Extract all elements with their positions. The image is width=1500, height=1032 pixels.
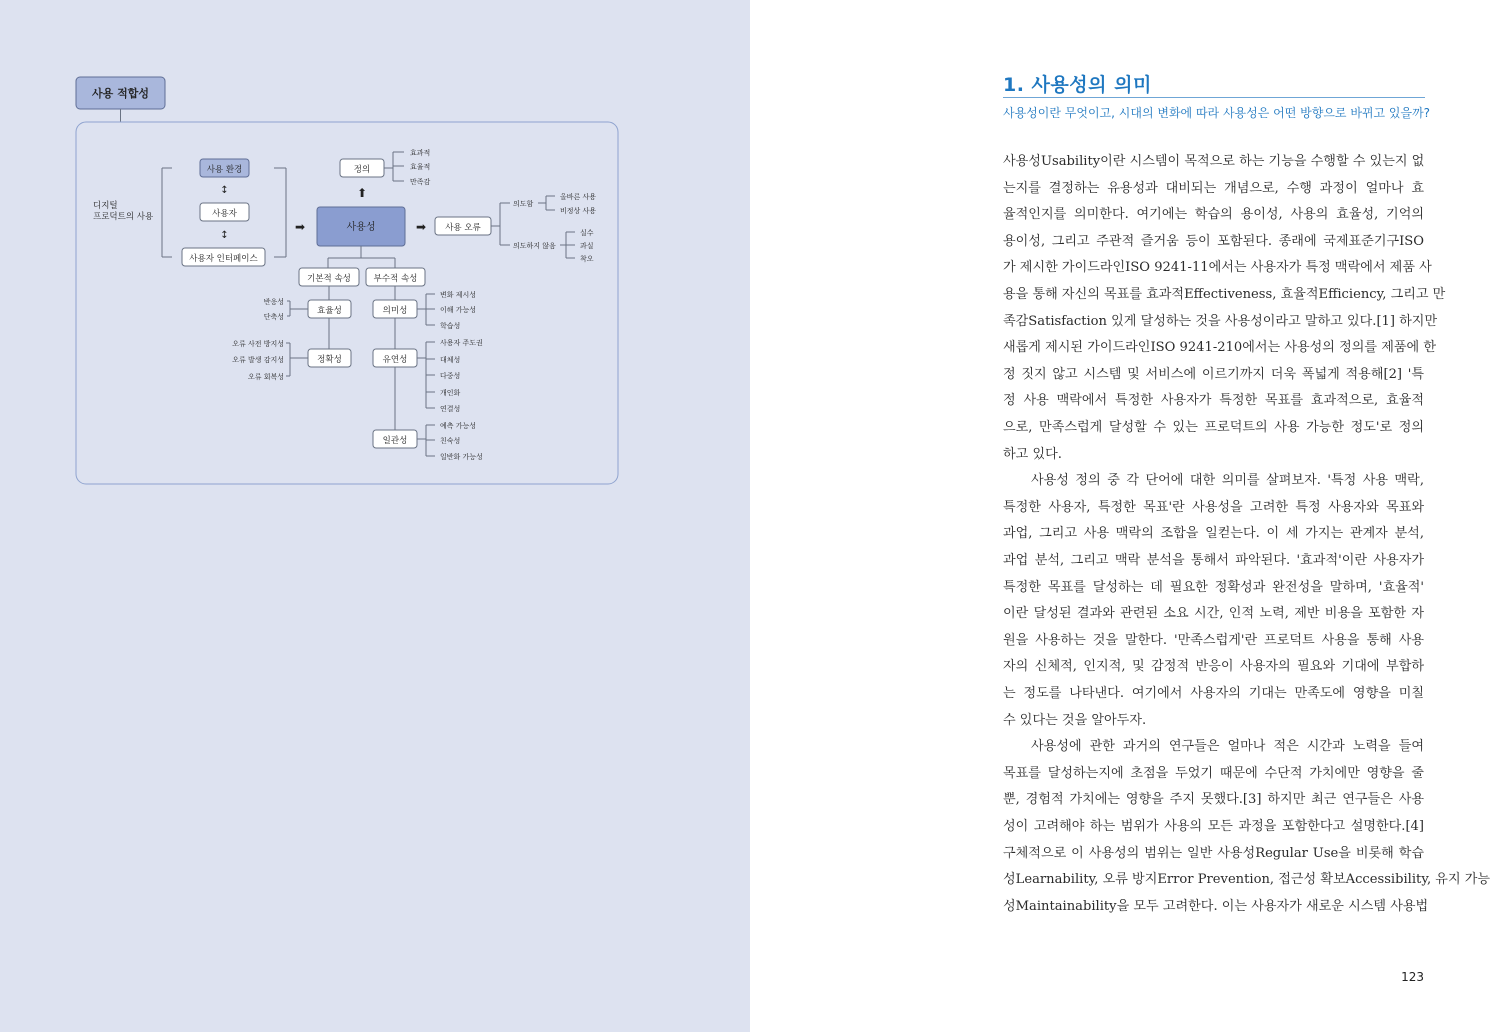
environment-label: 사용 환경 xyxy=(206,165,243,175)
intentional-label: 의도함 xyxy=(513,200,534,208)
title-divider xyxy=(1003,97,1425,98)
body-line: 는 정도를 나타낸다. 여기에서 사용자의 기대는 만족도에 영향을 미칠 xyxy=(1003,686,1424,701)
meaning-item: 이해 가능성 xyxy=(440,306,477,314)
body-line: 목표를 달성하는지에 초점을 두었기 때문에 수단적 가치에만 영향을 줄 xyxy=(1003,765,1424,781)
digital-label-line1: 디지털 xyxy=(93,201,118,211)
consistency-item: 일반화 가능성 xyxy=(440,453,483,461)
up-arrow-icon: ⬆ xyxy=(356,186,368,200)
flexibility-item: 사용자 주도권 xyxy=(440,339,483,347)
meaning-item: 변화 제시성 xyxy=(440,291,477,299)
consistency-item: 친숙성 xyxy=(440,437,461,445)
meaning-label: 의미성 xyxy=(382,306,408,316)
usage-error-label: 사용 오류 xyxy=(445,223,481,233)
meaning-item: 학습성 xyxy=(440,322,461,330)
body-line: 사용성 정의 중 각 단어에 대한 의미를 살펴보자. '특정 사용 맥락, xyxy=(1031,473,1424,489)
section-title: 1. 사용성의 의미 xyxy=(1003,74,1152,96)
body-line: 수 있다는 것을 알아두자. xyxy=(1003,712,1147,728)
intentional-item: 비정상 사용 xyxy=(560,207,597,215)
consistency-item: 예측 가능성 xyxy=(440,422,477,430)
consistency-label: 일관성 xyxy=(382,436,408,446)
body-line: 과업 분석, 그리고 맥락 분석을 통해서 파악된다. '효과적'이란 사용자가 xyxy=(1003,553,1424,568)
updown-arrow-icon: ↕ xyxy=(220,185,229,196)
efficiency-label: 효율성 xyxy=(317,306,342,316)
flexibility-item: 개인화 xyxy=(440,389,461,397)
right-arrow-icon: ➡ xyxy=(415,220,427,234)
body-line: 뿐, 경험적 가치에는 영향을 주지 못했다.[3] 하지만 최근 연구들은 사용 xyxy=(1003,792,1424,808)
body-line: 특정한 사용자, 특정한 목표'란 사용성을 고려한 특정 사용자와 목표와 xyxy=(1003,499,1424,515)
body-line: 성Maintainability을 모두 고려한다. 이는 사용자가 새로운 시스템 사용법 xyxy=(1003,898,1429,914)
body-line: 구체적으로 이 사용성의 범위는 일반 사용성Regular Use을 비롯해 학습 xyxy=(1003,845,1424,861)
digital-label-line2: 프로덕트의 사용 xyxy=(93,212,154,222)
body-line: 족감Satisfaction 있게 달성하는 것을 사용성이라고 말하고 있다.[1] 하지만 xyxy=(1003,313,1438,329)
body-line: 율적인지를 의미한다. 여기에는 학습의 용이성, 사용의 효율성, 기억의 xyxy=(1003,207,1424,223)
body-line: 사용성에 관한 과거의 연구들은 얼마나 적은 시간과 노력을 들여 xyxy=(1031,739,1424,755)
unintentional-item: 실수 xyxy=(580,229,594,237)
body-line: 특정한 목표를 달성하는 데 필요한 정확성과 완전성을 말하며, '효율적' xyxy=(1003,579,1424,595)
efficiency-item: 단축성 xyxy=(263,313,284,321)
body-line: 자의 신체적, 인지적, 및 감정적 반응이 사용자의 필요와 기대에 부합하 xyxy=(1003,659,1424,675)
definition-item: 효과적 xyxy=(410,149,431,157)
body-line: 성Learnability, 오류 방지Error Prevention, 접근성 확보Accessibility, 유지 가능 xyxy=(1003,872,1491,888)
accuracy-item: 오류 사전 방지성 xyxy=(232,340,284,348)
efficiency-item: 반응성 xyxy=(263,298,284,306)
right-page xyxy=(750,0,1500,1032)
body-line: 용을 통해 자신의 목표를 효과적Effectiveness, 효율적Efficiency, 그리고 만 xyxy=(1003,287,1446,302)
body-line: 새롭게 제시된 가이드라인ISO 9241-210에서는 사용성의 정의를 제품에 한 xyxy=(1003,340,1436,356)
body-line: 이란 달성된 결과와 관련된 소요 시간, 인적 노력, 제반 비용을 포함한 자 xyxy=(1003,606,1424,622)
flexibility-item: 대체성 xyxy=(440,356,461,364)
accuracy-item: 오류 발생 감지성 xyxy=(232,356,284,364)
usability-fitness-label: 사용 적합성 xyxy=(92,87,149,100)
basic-attr-label: 기본적 속성 xyxy=(307,274,351,284)
body-line: 사용성Usability이란 시스템이 목적으로 하는 기능을 수행할 수 있는지 없 xyxy=(1003,154,1425,169)
accuracy-item: 오류 회복성 xyxy=(247,373,284,381)
flexibility-item: 다중성 xyxy=(440,372,461,380)
unintentional-item: 착오 xyxy=(580,255,594,263)
accuracy-label: 정확성 xyxy=(317,355,342,365)
definition-label: 정의 xyxy=(353,165,371,175)
definition-item: 효율적 xyxy=(410,163,431,171)
unintentional-item: 과실 xyxy=(580,242,594,250)
body-line: 정 짓지 않고 시스템 및 서비스에 이르기까지 더욱 폭넓게 적용해[2] '특 xyxy=(1003,366,1424,382)
body-line: 하고 있다. xyxy=(1003,446,1062,462)
right-arrow-icon: ➡ xyxy=(294,220,306,234)
body-line: 으로, 만족스럽게 달성할 수 있는 프로덕트의 사용 가능한 정도'로 정의 xyxy=(1003,420,1424,435)
flexibility-item: 연결성 xyxy=(440,405,461,413)
extra-attr-label: 부수적 속성 xyxy=(373,274,418,284)
body-line: 용이성, 그리고 주관적 즐거움 등이 포함된다. 종래에 국제표준기구ISO xyxy=(1003,233,1424,249)
section-subtitle: 사용성이란 무엇이고, 시대의 변화에 따라 사용성은 어떤 방향으로 바뀌고 있을까? xyxy=(1003,106,1431,120)
flexibility-label: 유연성 xyxy=(382,355,408,365)
body-line: 정 사용 맥락에서 특정한 사용자가 특정한 목표를 효과적으로, 효율적 xyxy=(1003,393,1424,409)
usability-label: 사용성 xyxy=(346,222,376,233)
unintentional-label: 의도하지 않음 xyxy=(513,242,556,250)
user-label: 사용자 xyxy=(212,209,237,219)
page-number: 123 xyxy=(1401,970,1424,984)
body-line: 과업, 그리고 사용 맥락의 조합을 일컫는다. 이 세 가지는 관계자 분석, xyxy=(1003,526,1424,542)
updown-arrow-icon: ↕ xyxy=(220,230,229,241)
body-line: 성이 고려해야 하는 범위가 사용의 모든 과정을 포함한다고 설명한다.[4] xyxy=(1003,819,1424,834)
body-line: 원을 사용하는 것을 말한다. '만족스럽게'란 프로덕트 사용을 통해 사용 xyxy=(1003,632,1424,648)
body-line: 가 제시한 가이드라인ISO 9241-11에서는 사용자가 특정 맥락에서 제품 사 xyxy=(1003,260,1432,276)
intentional-item: 올바른 사용 xyxy=(560,193,597,201)
body-line: 는지를 결정하는 유용성과 대비되는 개념으로, 수행 과정이 얼마나 효 xyxy=(1003,180,1424,196)
definition-item: 만족감 xyxy=(410,178,431,186)
interface-label: 사용자 인터페이스 xyxy=(189,254,258,264)
